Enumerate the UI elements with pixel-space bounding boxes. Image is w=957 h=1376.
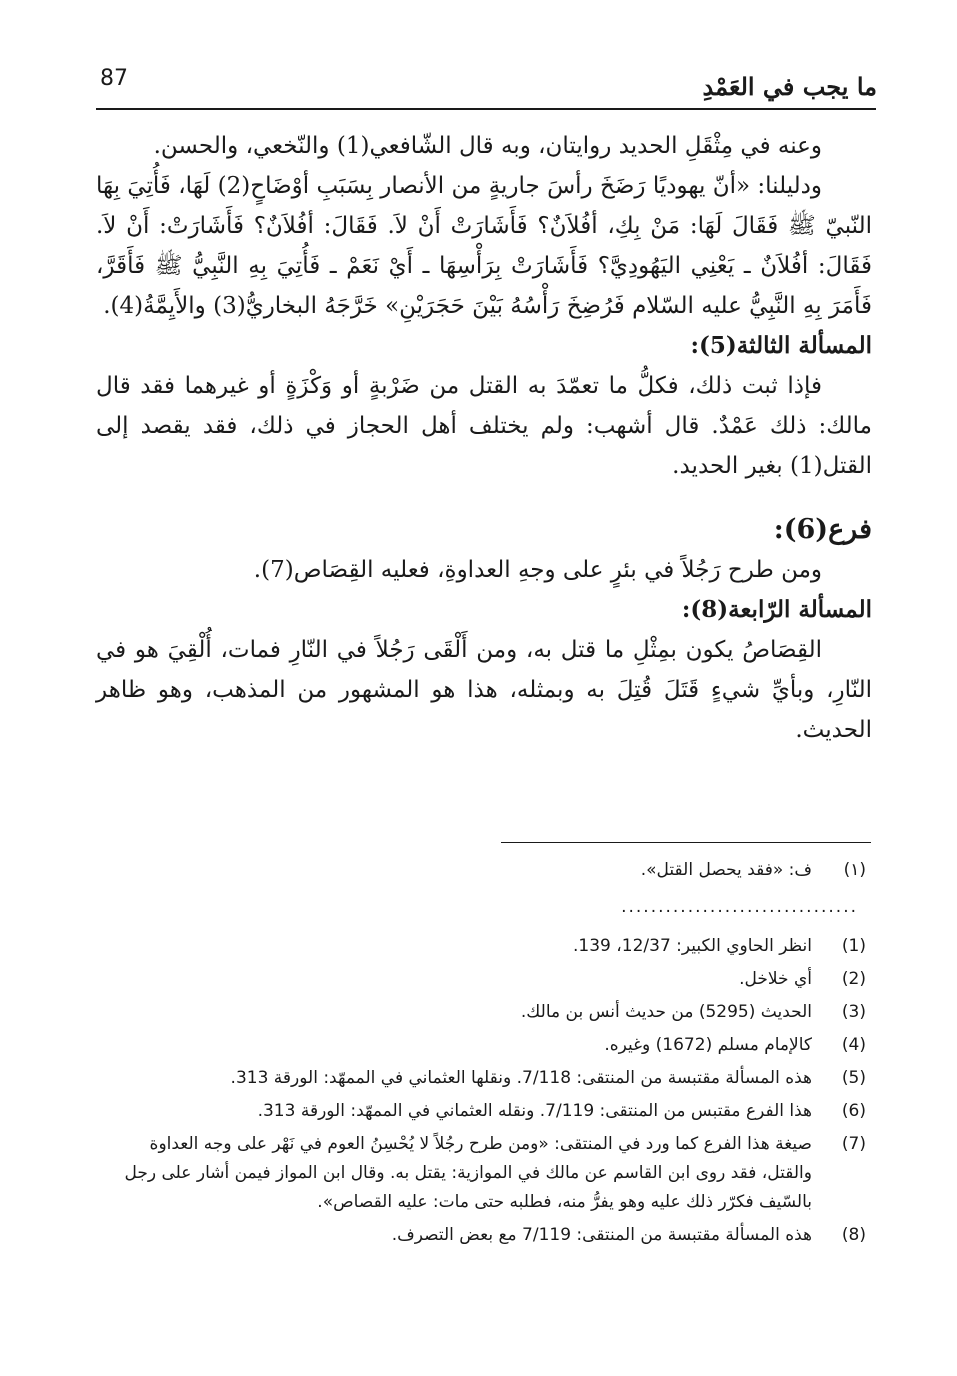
footnote-text: أي خلاخل. — [739, 969, 812, 989]
footnote-number: (1) — [841, 936, 866, 956]
footnote-rule — [501, 842, 871, 843]
main-text — [96, 126, 872, 750]
footnote-item — [96, 1097, 872, 1126]
footnote-text: هذه المسألة مقتبسة من المنتقى: 7/119 مع بعض التصرف. — [391, 1225, 812, 1245]
footnote-number: (6) — [841, 1101, 866, 1121]
footnote-text: ف: «فقد يحصل القتل». — [640, 860, 812, 880]
footnote-number: (١) — [843, 860, 866, 880]
footnote-top-item — [96, 856, 872, 885]
page-number: 87 — [100, 66, 128, 91]
footnote-text: هذه المسألة مقتبسة من المنتقى: 7/118. ونقلها العثماني في الممهّد: الورقة 313. — [230, 1068, 812, 1088]
paragraph-5: القِصَاصُ يكون بمِثْلِ ما قتل به، ومن أَلْقَى رَجُلاً في النّارِ فمات، أُلْقِيَ هو في النّارِ، وبأيِّ شيءٍ قَتَلَ قُتِلَ به وبمثله، هذا هو المشهور من المذهب، وهو ظاهر الحديث. — [96, 637, 872, 743]
footnote-number: (5) — [841, 1068, 866, 1088]
footnote-item — [96, 1130, 872, 1217]
footnote-text: الحديث (5295) من حديث أنس بن مالك. — [520, 1002, 812, 1022]
footnote-number: (2) — [841, 969, 866, 989]
footnote-item — [96, 1221, 872, 1250]
sub-heading-far: فرع(6): — [773, 514, 872, 545]
footnote-text: انظر الحاوي الكبير: 12/37، 139. — [573, 936, 812, 956]
paragraph-1: وعنه في مِثْقَلِ الحديد روايتان، وبه قال الشّافعي(1) والنّخعي، والحسن. — [153, 133, 822, 159]
dotted-separator: ................................ — [621, 897, 858, 917]
footnote-item — [96, 998, 872, 1027]
footnote-text: صيغة هذا الفرع كما ورد في المنتقى: «ومن طرح رجُلاً لا يُحْسِنُ العوم في نَهْر على وجه العداوة والقتل، فقد روى ابن القاسم عن مالك في الموازية: يقتل به. وقال ابن المواز فيمن أشار على رجل بالسّيف فكرّر ذلك عليه وهو يفرُّ منه، فطلبه حتى مات: عليه القصاص». — [124, 1134, 812, 1212]
section-heading-3: المسألة الثالثة(5): — [690, 332, 872, 359]
footnote-item — [96, 965, 872, 994]
footnote-text: كالإمام مسلم (1672) وغيره. — [604, 1035, 812, 1055]
header-rule — [96, 108, 876, 110]
footnote-number: (7) — [841, 1134, 866, 1154]
footnote-text: هذا الفرع مقتبس من المنتقى: 7/119. ونقله العثماني في الممهّد: الورقة 313. — [257, 1101, 812, 1121]
footnote-number: (4) — [841, 1035, 866, 1055]
footnote-item — [96, 932, 872, 961]
section-heading-4: المسألة الرّابعة(8): — [681, 596, 872, 623]
footnotes — [96, 856, 872, 1254]
footnote-item — [96, 1064, 872, 1093]
paragraph-3: فإذا ثبت ذلك، فكلُّ ما تعمّدَ به القتل من ضَرْبةٍ أو وَكْزَةٍ أو غيرهما فقد قال مالك: ذلك عَمْدٌ. قال أشهب: ولم يختلف أهل الحجاز في ذلك، فقد يقصد إلى القتل(1) بغير الحديد. — [96, 373, 872, 479]
running-header-title: ما يجب في العَمْدِ — [702, 72, 877, 101]
paragraph-4: ومن طرح رَجُلاً في بئرٍ على وجهِ العداوةِ، فعليه القِصَاص(7). — [253, 557, 822, 583]
footnote-number: (8) — [841, 1225, 866, 1245]
paragraph-2: ودليلنا: «أنّ يهوديًا رَضَخَ رأسَ جاريةٍ من الأنصار بِسَبَبِ أوْضَاحٍ(2) لَهَا، فَأُتِيَ بِهَا النّبيّ ﷺ فَقَالَ لَهَا: مَنْ بِكِ، أفُلاَنٌ؟ فَأَشَارَتْ أَنْ لاَ. فَقَالَ: أفُلاَنٌ؟ فَأَشَارَتْ: أَنْ لاَ. فَقَالَ: أفُلاَنٌ ـ يَعْنِي اليَهُودِيَّ؟ فَأَشَارَتْ بِرَأْسِهَا ـ أَيْ نَعَمْ ـ فَأُتِيَ بِهِ النَّبِيُّ ﷺ فَأَقَرَّ، فَأَمَرَ بِهِ النَّبِيُّ عليه السّلام فَرُضِخَ رَأْسُهُ بَيْنَ حَجَرَيْنِ» خَرَّجَهُ البخاريُّ(3) والأَيِمَّةُ(4). — [96, 173, 872, 319]
footnote-item — [96, 1031, 872, 1060]
footnote-number: (3) — [841, 1002, 866, 1022]
